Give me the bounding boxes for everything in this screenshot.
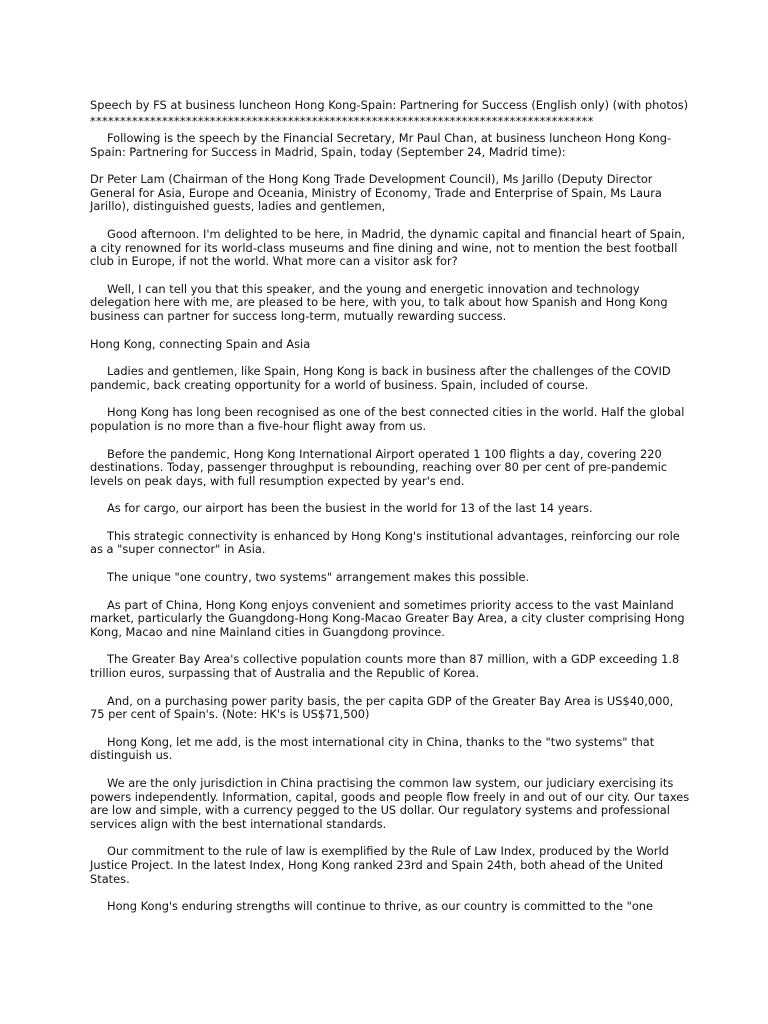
paragraph: Following is the speech by the Financial Secretary, Mr Paul Chan, at business luncheon Hong Kong-Spain: Partnering for Success in Madrid, Spain, today (September 24, Madrid time): xyxy=(90,131,672,159)
document-body xyxy=(90,96,690,928)
paragraph: This strategic connectivity is enhanced by Hong Kong's institutional advantages, reinforcing our role as a "super connector" in Asia. xyxy=(90,528,680,557)
paragraph: The unique "one country, two systems" arrangement makes this possible. xyxy=(107,570,530,585)
paragraph: Hong Kong, let me add, is the most international city in China, thanks to the "two systems" that distinguish us. xyxy=(90,734,655,763)
paragraph: The Greater Bay Area's collective population counts more than 87 million, with a GDP exceeding 1.8 trillion euros, surpassing that of Australia and the Republic of Korea. xyxy=(90,652,680,681)
paragraph: Good afternoon. I'm delighted to be here, in Madrid, the dynamic capital and financial heart of Spain, a city renowned for its world-class museums and fine dining and wine, not to mention the best football club in Europe, if not the world. What more can a visitor ask for? xyxy=(90,226,686,269)
paragraph-list xyxy=(90,132,690,914)
separator-line: ************************************************************************************ xyxy=(90,115,594,128)
paragraph: Hong Kong has long been recognised as one of the best connected cities in the world. Half the global population is no more than a five-hour flight away from us. xyxy=(90,405,685,433)
paragraph: We are the only jurisdiction in China practising the common law system, our judiciary exercising its powers independently. Information, capital, goods and people flow freely in and out of our city. Our taxes are low and simple, with a currency pegged to the US dollar. Our regulatory systems and professional services align with the best international standards. xyxy=(90,776,690,831)
paragraph: Well, I can tell you that this speaker, and the young and energetic innovation and technology delegation here with me, are pleased to be here, with you, to talk about how Spanish and Hong Kong business can partner for success long-term, mutually rewarding success. xyxy=(90,281,668,323)
paragraph: And, on a purchasing power parity basis, the per capita GDP of the Greater Bay Area is US$40,000, 75 per cent of Spain's. (Note: HK's is US$71,500) xyxy=(90,693,674,722)
document-title: Speech by FS at business luncheon Hong Kong-Spain: Partnering for Success (English only) (with photos) xyxy=(90,98,689,112)
paragraph: Hong Kong, connecting Spain and Asia xyxy=(90,336,311,351)
paragraph: Our commitment to the rule of law is exemplified by the Rule of Law Index, produced by the World Justice Project. In the latest Index, Hong Kong ranked 23rd and Spain 24th, both ahead of the United States. xyxy=(90,844,669,886)
paragraph: As for cargo, our airport has been the busiest in the world for 13 of the last 14 years. xyxy=(107,501,593,516)
paragraph: As part of China, Hong Kong enjoys convenient and sometimes priority access to the vast Mainland market, particularly the Guangdong-Hong Kong-Macao Greater Bay Area, a city cluster comprising Hong Kong, Macao and nine Mainland cities in Guangdong province. xyxy=(90,597,685,639)
paragraph: Before the pandemic, Hong Kong International Airport operated 1 100 flights a day, covering 220 destinations. Today, passenger throughput is rebounding, reaching over 80 per cent of pre-pandemic levels on peak days, with full resumption expected by year's end. xyxy=(90,446,668,488)
paragraph: Hong Kong's enduring strengths will continue to thrive, as our country is committed to the "one xyxy=(107,899,654,914)
paragraph: Dr Peter Lam (Chairman of the Hong Kong Trade Development Council), Ms Jarillo (Deputy Director General for Asia, Europe and Oceania, Ministry of Economy, Trade and Enterprise of Spain, Ms Laura Jarillo), distinguished guests, ladies and gentlemen, xyxy=(90,172,662,214)
paragraph: Ladies and gentlemen, like Spain, Hong Kong is back in business after the challenges of the COVID pandemic, back creating opportunity for a world of business. Spain, included of course. xyxy=(90,364,671,392)
